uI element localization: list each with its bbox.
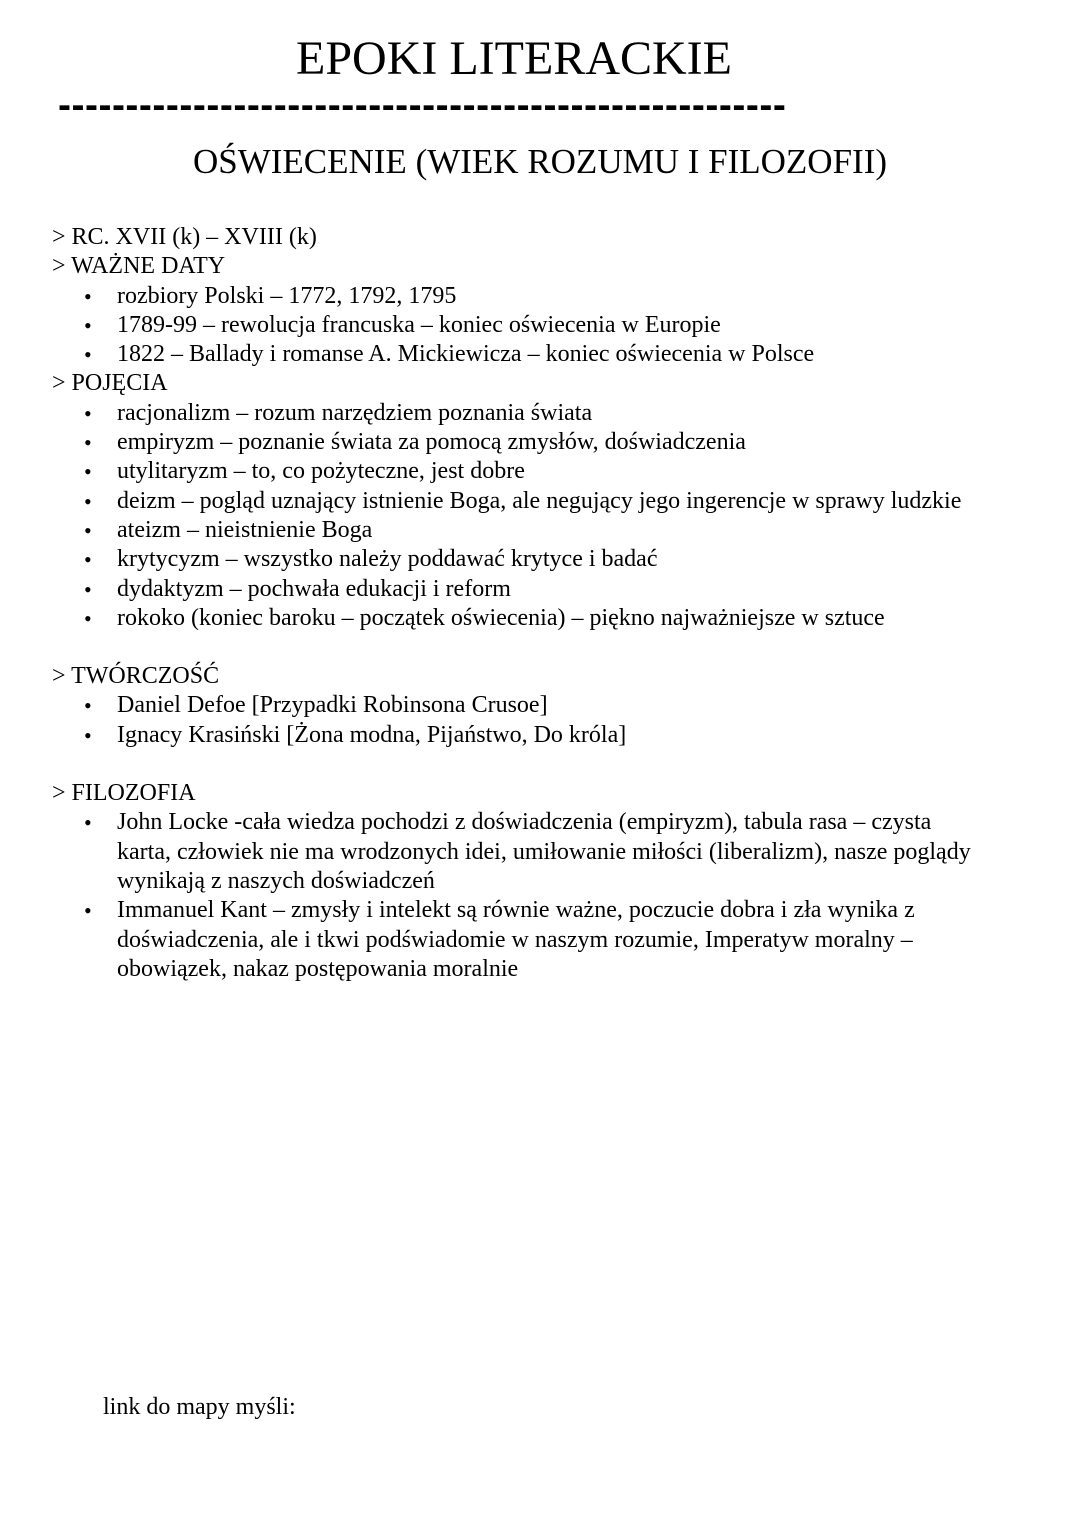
list-item [52,399,972,428]
section-heading-philosophy: > FILOZOFIA [52,780,196,807]
bullet-icon: • [84,898,92,924]
spacer [52,750,972,779]
bullet-icon: • [84,312,92,338]
list-item-text: Ignacy Krasiński [Żona modna, Pijaństwo, Do króla] [117,721,627,748]
list-item [52,516,972,545]
works-list [52,691,972,750]
list-item-text: rokoko (koniec baroku – początek oświecenia) – piękno najważniejsze w sztuce [117,604,885,631]
list-item-text: ateizm – nieistnienie Boga [117,516,373,543]
list-item-text: Immanuel Kant – zmysły i intelekt są równie ważne, poczucie dobra i zła wynika z doświadczenia, ale i tkwi podświadomie w naszym rozumie, Imperatyw moralny – obowiązek, nakaz postępowania moralnie [117,897,915,982]
list-item-text: 1822 – Ballady i romanse A. Mickiewicza – koniec oświecenia w Polsce [117,341,815,368]
bullet-icon: • [84,459,92,485]
bullet-icon: • [84,576,92,602]
list-item-text: John Locke -cała wiedza pochodzi z doświadczenia (empiryzm), tabula rasa – czysta karta, człowiek nie ma wrodzonych idei, umiłowanie miłości (liberalizm), nasze poglądy wynikają z naszych doświadczeń [117,809,971,894]
title-separator: ------------------------------------------------------ [58,84,787,127]
list-item-text: empiryzm – poznanie świata za pomocą zmysłów, doświadczenia [117,429,746,456]
bullet-icon: • [84,342,92,368]
list-item [52,340,972,369]
spacer [52,633,972,662]
concepts-list [52,399,972,633]
bullet-icon: • [84,722,92,748]
notes-content [52,223,972,984]
bullet-icon: • [84,605,92,631]
section-concepts [52,369,972,633]
dates-list [52,282,972,370]
section-heading-dates: > WAŻNE DATY [52,253,226,280]
page-title: EPOKI LITERACKIE [296,32,732,85]
bullet-icon: • [84,488,92,514]
list-item-text: deizm – pogląd uznający istnienie Boga, ale negujący jego ingerencje w sprawy ludzkie [117,487,962,514]
list-item [52,282,972,311]
list-item-text: krytycyzm – wszystko należy poddawać krytyce i badać [117,546,658,573]
list-item [52,311,972,340]
list-item-text: Daniel Defoe [Przypadki Robinsona Crusoe] [117,692,548,719]
list-item-text: dydaktyzm – pochwała edukacji i reform [117,575,511,602]
bullet-icon: • [84,400,92,426]
mind-map-link-label: link do mapy myśli: [103,1394,296,1420]
list-item [52,721,972,750]
list-item [52,545,972,574]
bullet-icon: • [84,430,92,456]
bullet-icon: • [84,283,92,309]
section-heading-works: > TWÓRCZOŚĆ [52,663,220,690]
list-item [52,575,972,604]
list-item-text: racjonalizm – rozum narzędziem poznania świata [117,399,593,426]
epoch-subtitle: OŚWIECENIE (WIEK ROZUMU I FILOZOFII) [192,142,888,181]
section-philosophy [52,779,972,984]
section-important-dates [52,252,972,369]
list-item-text: rozbiory Polski – 1772, 1792, 1795 [117,282,457,309]
list-item [52,691,972,720]
list-item [52,896,972,984]
list-item [52,808,972,896]
philosophy-list [52,808,972,984]
list-item-text: utylitaryzm – to, co pożyteczne, jest dobre [117,458,525,485]
list-item [52,487,972,516]
list-item [52,604,972,633]
bullet-icon: • [84,547,92,573]
list-item [52,457,972,486]
section-heading-concepts: > POJĘCIA [52,370,168,397]
bullet-icon: • [84,517,92,543]
section-works [52,662,972,750]
period-line: > RC. XVII (k) – XVIII (k) [52,224,317,250]
list-item-text: 1789-99 – rewolucja francuska – koniec oświecenia w Europie [117,311,721,338]
bullet-icon: • [84,693,92,719]
list-item [52,428,972,457]
bullet-icon: • [84,810,92,836]
